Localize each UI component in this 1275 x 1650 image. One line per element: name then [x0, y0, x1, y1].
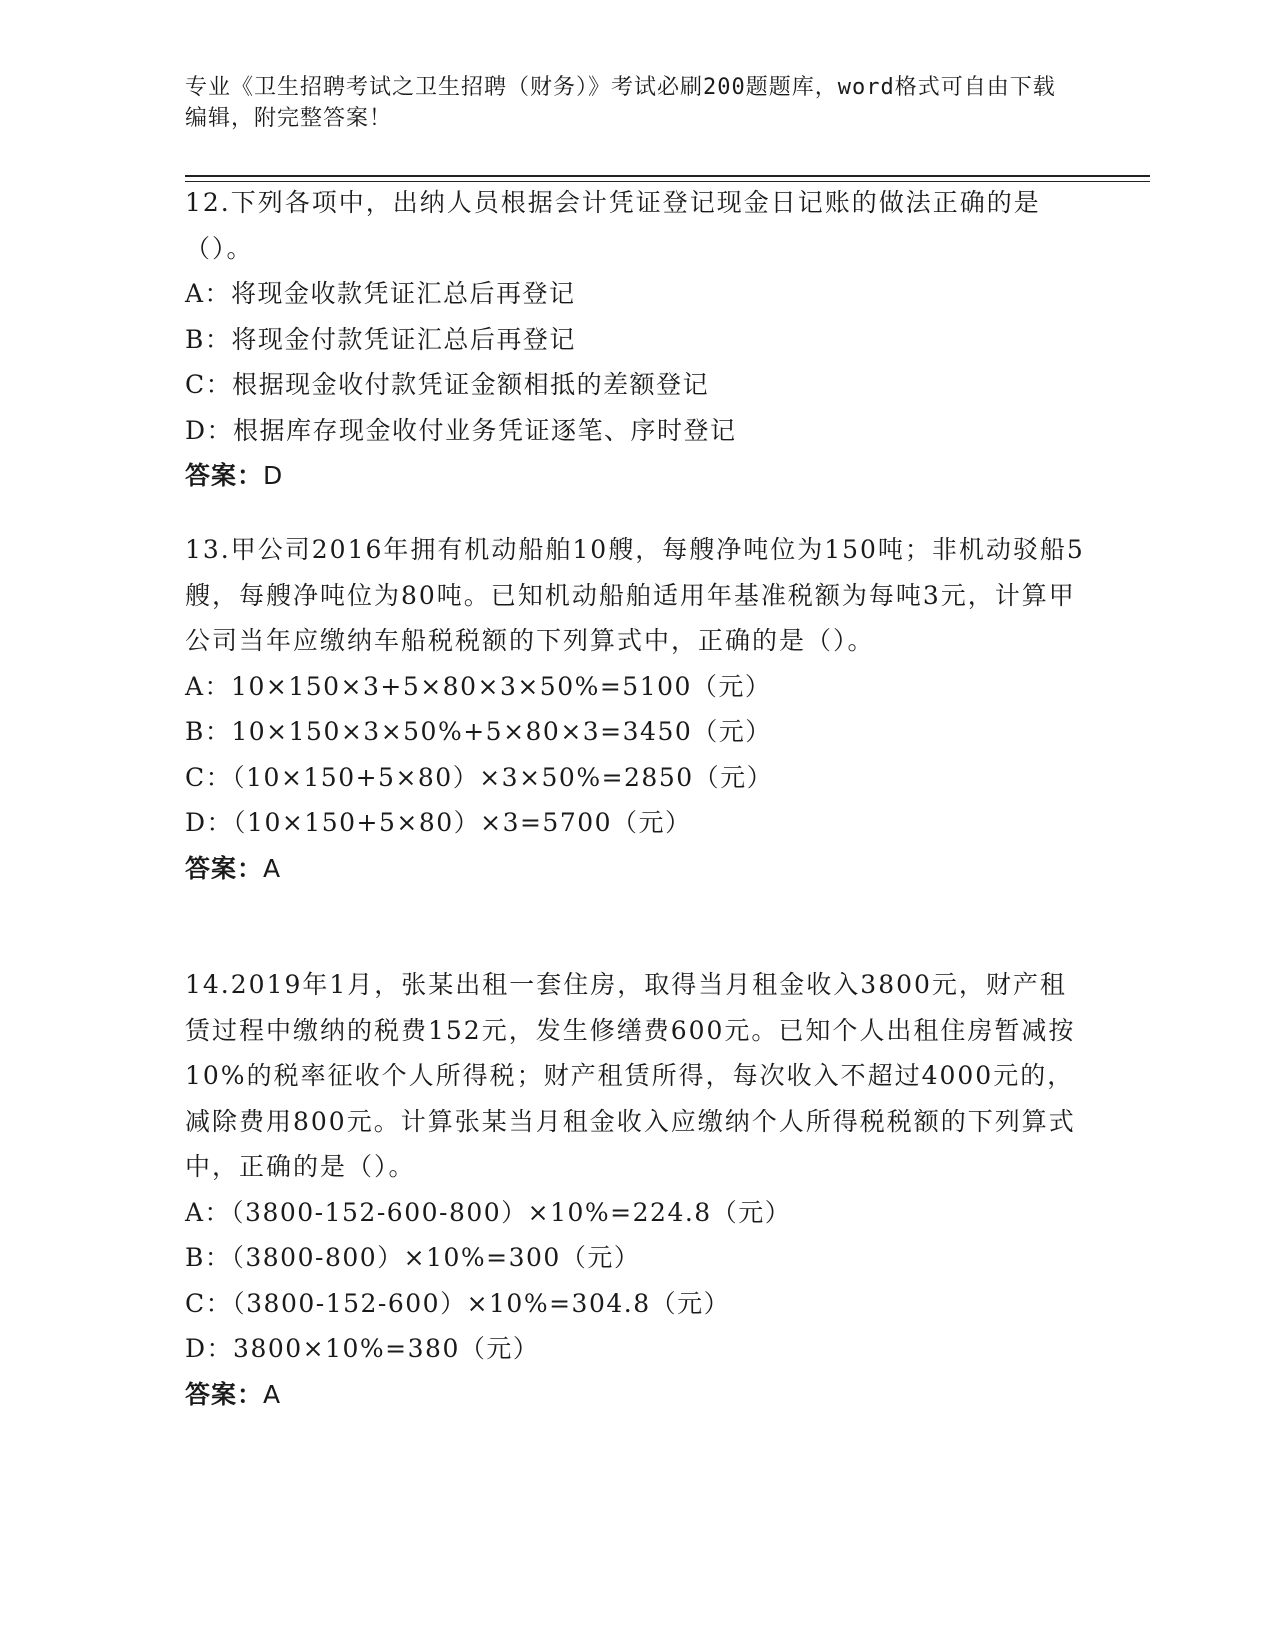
option-c: C：（3800-152-600）×10%=304.8（元）: [185, 1288, 731, 1318]
option-c: C：根据现金收付款凭证金额相抵的差额登记: [185, 370, 710, 399]
question-stem: 14.2019年1月，张某出租一套住房，取得当月租金收入3800元，财产租赁过程中缴纳的税费152元，发生修缮费600元。已知个人出租住房暂减按10%的税率征收个人所得税；财产租赁所得，每次收入不超过4000元的，减除费用800元。计算张某当月租金收入应缴纳个人所得税税额的下列算式中，正确的是（）。: [185, 970, 1076, 1181]
answer-line: [185, 1372, 1085, 1418]
header-divider-thick: [185, 175, 1150, 177]
option-a: A：将现金收款凭证汇总后再登记: [185, 279, 576, 308]
question-14: [185, 962, 1085, 1417]
option-b: B：10×150×3×50%+5×80×3=3450（元）: [185, 717, 772, 746]
question-stem: 12.下列各项中，出纳人员根据会计凭证登记现金日记账的做法正确的是（）。: [185, 188, 1041, 263]
question-12: [185, 180, 1085, 499]
option-c: C：（10×150+5×80）×3×50%=2850（元）: [185, 762, 774, 792]
answer-label: 答案：: [185, 461, 264, 490]
option-a: A：（3800-152-600-800）×10%=224.8（元）: [185, 1197, 792, 1227]
question-13: [185, 527, 1085, 891]
option-d: D：根据库存现金收付业务凭证逐笔、序时登记: [185, 415, 737, 445]
option-d: D：（10×150+5×80）×3=5700（元）: [185, 808, 692, 837]
question-stem: 13.甲公司2016年拥有机动船舶10艘，每艘净吨位为150吨；非机动驳船5艘，每艘净吨位为80吨。已知机动船舶适用年基准税额为每吨3元，计算甲公司当年应缴纳车船税税额的下列算式中，正确的是（）。: [185, 535, 1085, 655]
option-b: B：将现金付款凭证汇总后再登记: [185, 324, 576, 354]
option-b: B：（3800-800）×10%=300（元）: [185, 1243, 641, 1272]
answer-value: A: [263, 853, 282, 883]
document-header: 专业《卫生招聘考试之卫生招聘（财务）》考试必刷200题题库，word格式可自由下载编辑，附完整答案！: [185, 75, 1056, 131]
answer-label: 答案：: [185, 1379, 264, 1409]
answer-value: D: [263, 461, 284, 490]
answer-line: [185, 846, 1085, 892]
option-a: A：10×150×3+5×80×3×50%=5100（元）: [185, 671, 772, 701]
answer-value: A: [263, 1379, 282, 1409]
answer-line: [185, 453, 1085, 499]
option-d: D：3800×10%=380（元）: [185, 1334, 540, 1363]
answer-label: 答案：: [185, 853, 264, 883]
